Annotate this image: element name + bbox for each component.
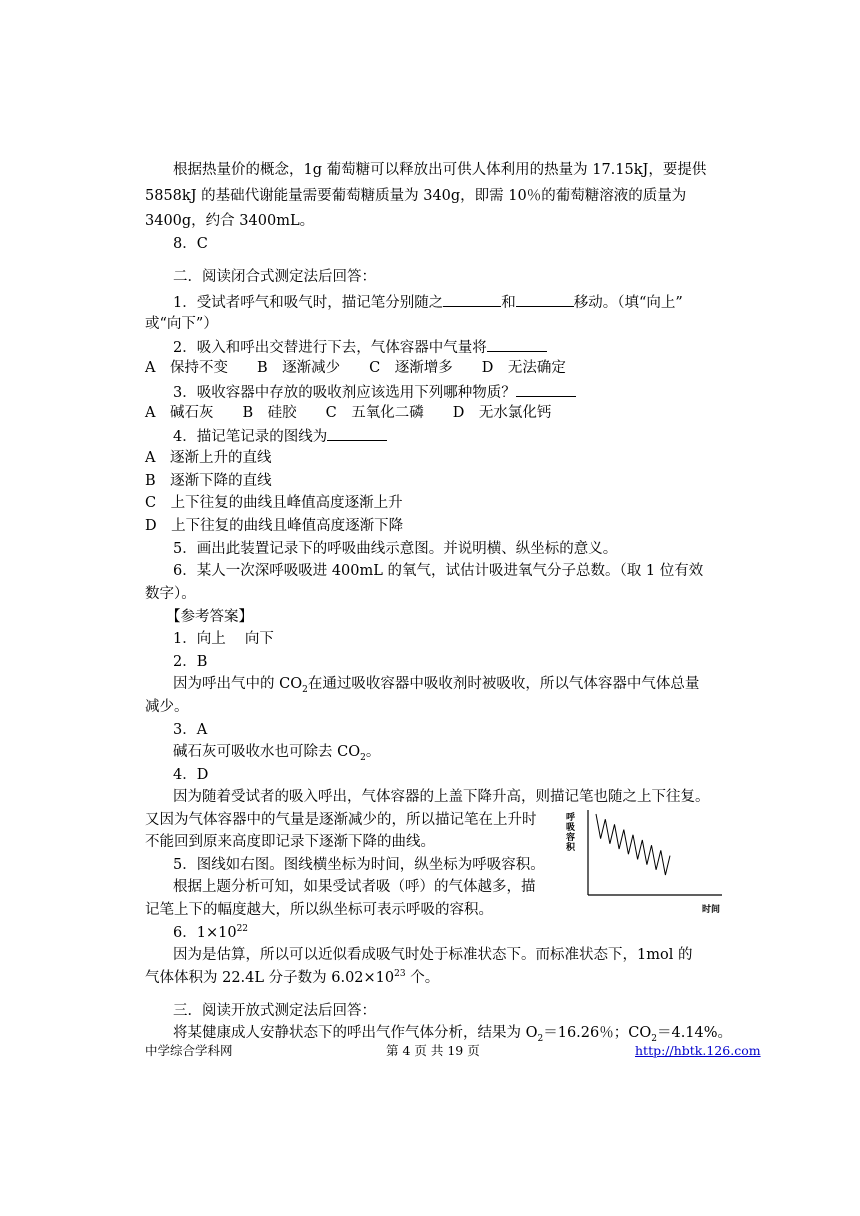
answer-line: 1．向上 向下	[173, 631, 274, 647]
question-line: 6．某人一次深呼吸吸进 400mL 的氧气，试估计吸进氧气分子总数。（取 1 位有效	[173, 563, 704, 579]
explanation-text: 个。	[405, 970, 440, 986]
explanation-line: 不能回到原来高度即记录下逐渐下降的曲线。	[145, 834, 435, 850]
answer-line: 3．A	[173, 722, 208, 738]
answer-text: 6．1×10	[173, 925, 237, 941]
footer-site-name: 中学综合学科网	[145, 1043, 233, 1058]
answer-line: 8．C	[173, 236, 208, 252]
breathing-curve-sketch	[556, 805, 726, 915]
answer-line: 2．B	[173, 654, 208, 670]
subscript: 2	[651, 1033, 657, 1044]
explanation-line	[173, 742, 380, 762]
fill-blank	[443, 291, 501, 307]
explanation-text: 碱石灰可吸收水也可除去 CO	[173, 744, 361, 760]
question-line: 数字）。	[145, 586, 196, 602]
section-heading: 二．阅读闭合式测定法后回答：	[173, 269, 376, 285]
fill-blank	[516, 381, 576, 397]
paragraph-line: 5858kJ 的基础代谢能量需要葡萄糖质量为 340g，即需 10％的葡萄糖溶液的质量为	[145, 188, 687, 204]
question-line: 5．画出此装置记录下的呼吸曲线示意图。并说明横、纵坐标的意义。	[173, 541, 618, 557]
superscript: 23	[394, 969, 406, 980]
question-text: 和	[501, 295, 516, 311]
option-line: D 上下往复的曲线且峰值高度逐渐下降	[145, 518, 404, 534]
fill-blank	[516, 291, 574, 307]
question-text: 3．吸收容器中存放的吸收剂应该选用下列哪种物质？	[173, 385, 516, 401]
explanation-text: 。	[365, 744, 381, 760]
explanation-line	[145, 968, 439, 988]
paragraph-text: ＝16.26％；CO	[543, 1025, 652, 1041]
explanation-line: 因为是估算，所以可以近似看成吸气时处于标准状态下。而标准状态下，1mol 的	[173, 947, 693, 963]
paragraph-line	[173, 1023, 732, 1043]
option-line: C 上下往复的曲线且峰值高度逐渐上升	[145, 495, 403, 511]
explanation-line: 因为随着受试者的吸入呼出，气体容器的上盖下降升高，则描记笔也随之上下往复。	[173, 789, 710, 805]
explanation-text: 因为呼出气中的 CO	[173, 676, 303, 692]
question-line	[173, 336, 547, 358]
paragraph-line: 根据热量价的概念，1g 葡萄糖可以释放出可供人体利用的热量为 17.15kJ，要提供	[173, 162, 707, 178]
subscript: 2	[360, 752, 366, 763]
question-text: 2．吸入和呼出交替进行下去，气体容器中气量将	[173, 340, 487, 356]
option-line: B 逐渐下降的直线	[145, 473, 272, 489]
explanation-line	[173, 674, 699, 694]
answer-line: 4．D	[173, 767, 209, 783]
options-line: A 保持不变 B 逐渐减少 C 逐渐增多 D 无法确定	[145, 360, 566, 376]
footer-page-number: 第 4 页 共 19 页	[386, 1043, 480, 1058]
subscript: 2	[537, 1033, 544, 1044]
explanation-line: 记笔上下的幅度越大，所以纵坐标可表示呼吸的容积。	[145, 902, 493, 918]
reference-answer-heading: 【参考答案】	[166, 609, 253, 625]
question-line	[173, 381, 576, 403]
question-line	[173, 425, 387, 447]
answer-line: 5．图线如右图。图线横坐标为时间，纵坐标为呼吸容积。	[173, 857, 545, 873]
explanation-text: 在通过吸收容器中吸收剂时被吸收，所以气体容器中气体总量	[307, 676, 700, 692]
breathing-curve	[596, 814, 670, 875]
explanation-text: 气体体积为 22.4L 分子数为 6.02×10	[145, 970, 395, 986]
paragraph-line: 3400g，约合 3400mL。	[145, 213, 315, 229]
question-text: 4．描记笔记录的图线为	[173, 429, 328, 445]
y-axis-label: 呼吸容积	[566, 813, 576, 853]
explanation-line: 根据上题分析可知，如果受试者吸（呼）的气体越多，描	[173, 879, 536, 895]
fill-blank	[487, 336, 547, 352]
paragraph-text: 将某健康成人安静状态下的呼出气作气体分析，结果为 O	[173, 1025, 538, 1041]
paragraph-text: ＝4.14%。	[656, 1025, 733, 1041]
superscript: 22	[236, 924, 249, 935]
footer-url-link[interactable]: http://hbtk.126.com	[635, 1043, 761, 1058]
section-heading: 三．阅读开放式测定法后回答：	[173, 1003, 376, 1019]
explanation-line: 又因为气体容器中的气量是逐渐减少的，所以描记笔在上升时	[145, 812, 537, 828]
subscript: 2	[302, 684, 308, 695]
fill-blank	[327, 425, 387, 441]
explanation-line: 减少。	[145, 699, 189, 715]
breathing-curve-figure	[556, 805, 726, 915]
question-line	[173, 291, 683, 313]
question-text: 1．受试者呼气和吸气时，描记笔分别随之	[173, 295, 444, 311]
question-line: 或“向下”）	[145, 316, 218, 332]
question-text: 移动。（填“向上”	[573, 295, 683, 311]
x-axis-label: 时间	[702, 905, 721, 915]
options-line: A 碱石灰 B 硅胶 C 五氧化二磷 D 无水氯化钙	[145, 405, 552, 421]
option-line: A 逐渐上升的直线	[145, 450, 272, 466]
answer-line	[173, 923, 248, 943]
